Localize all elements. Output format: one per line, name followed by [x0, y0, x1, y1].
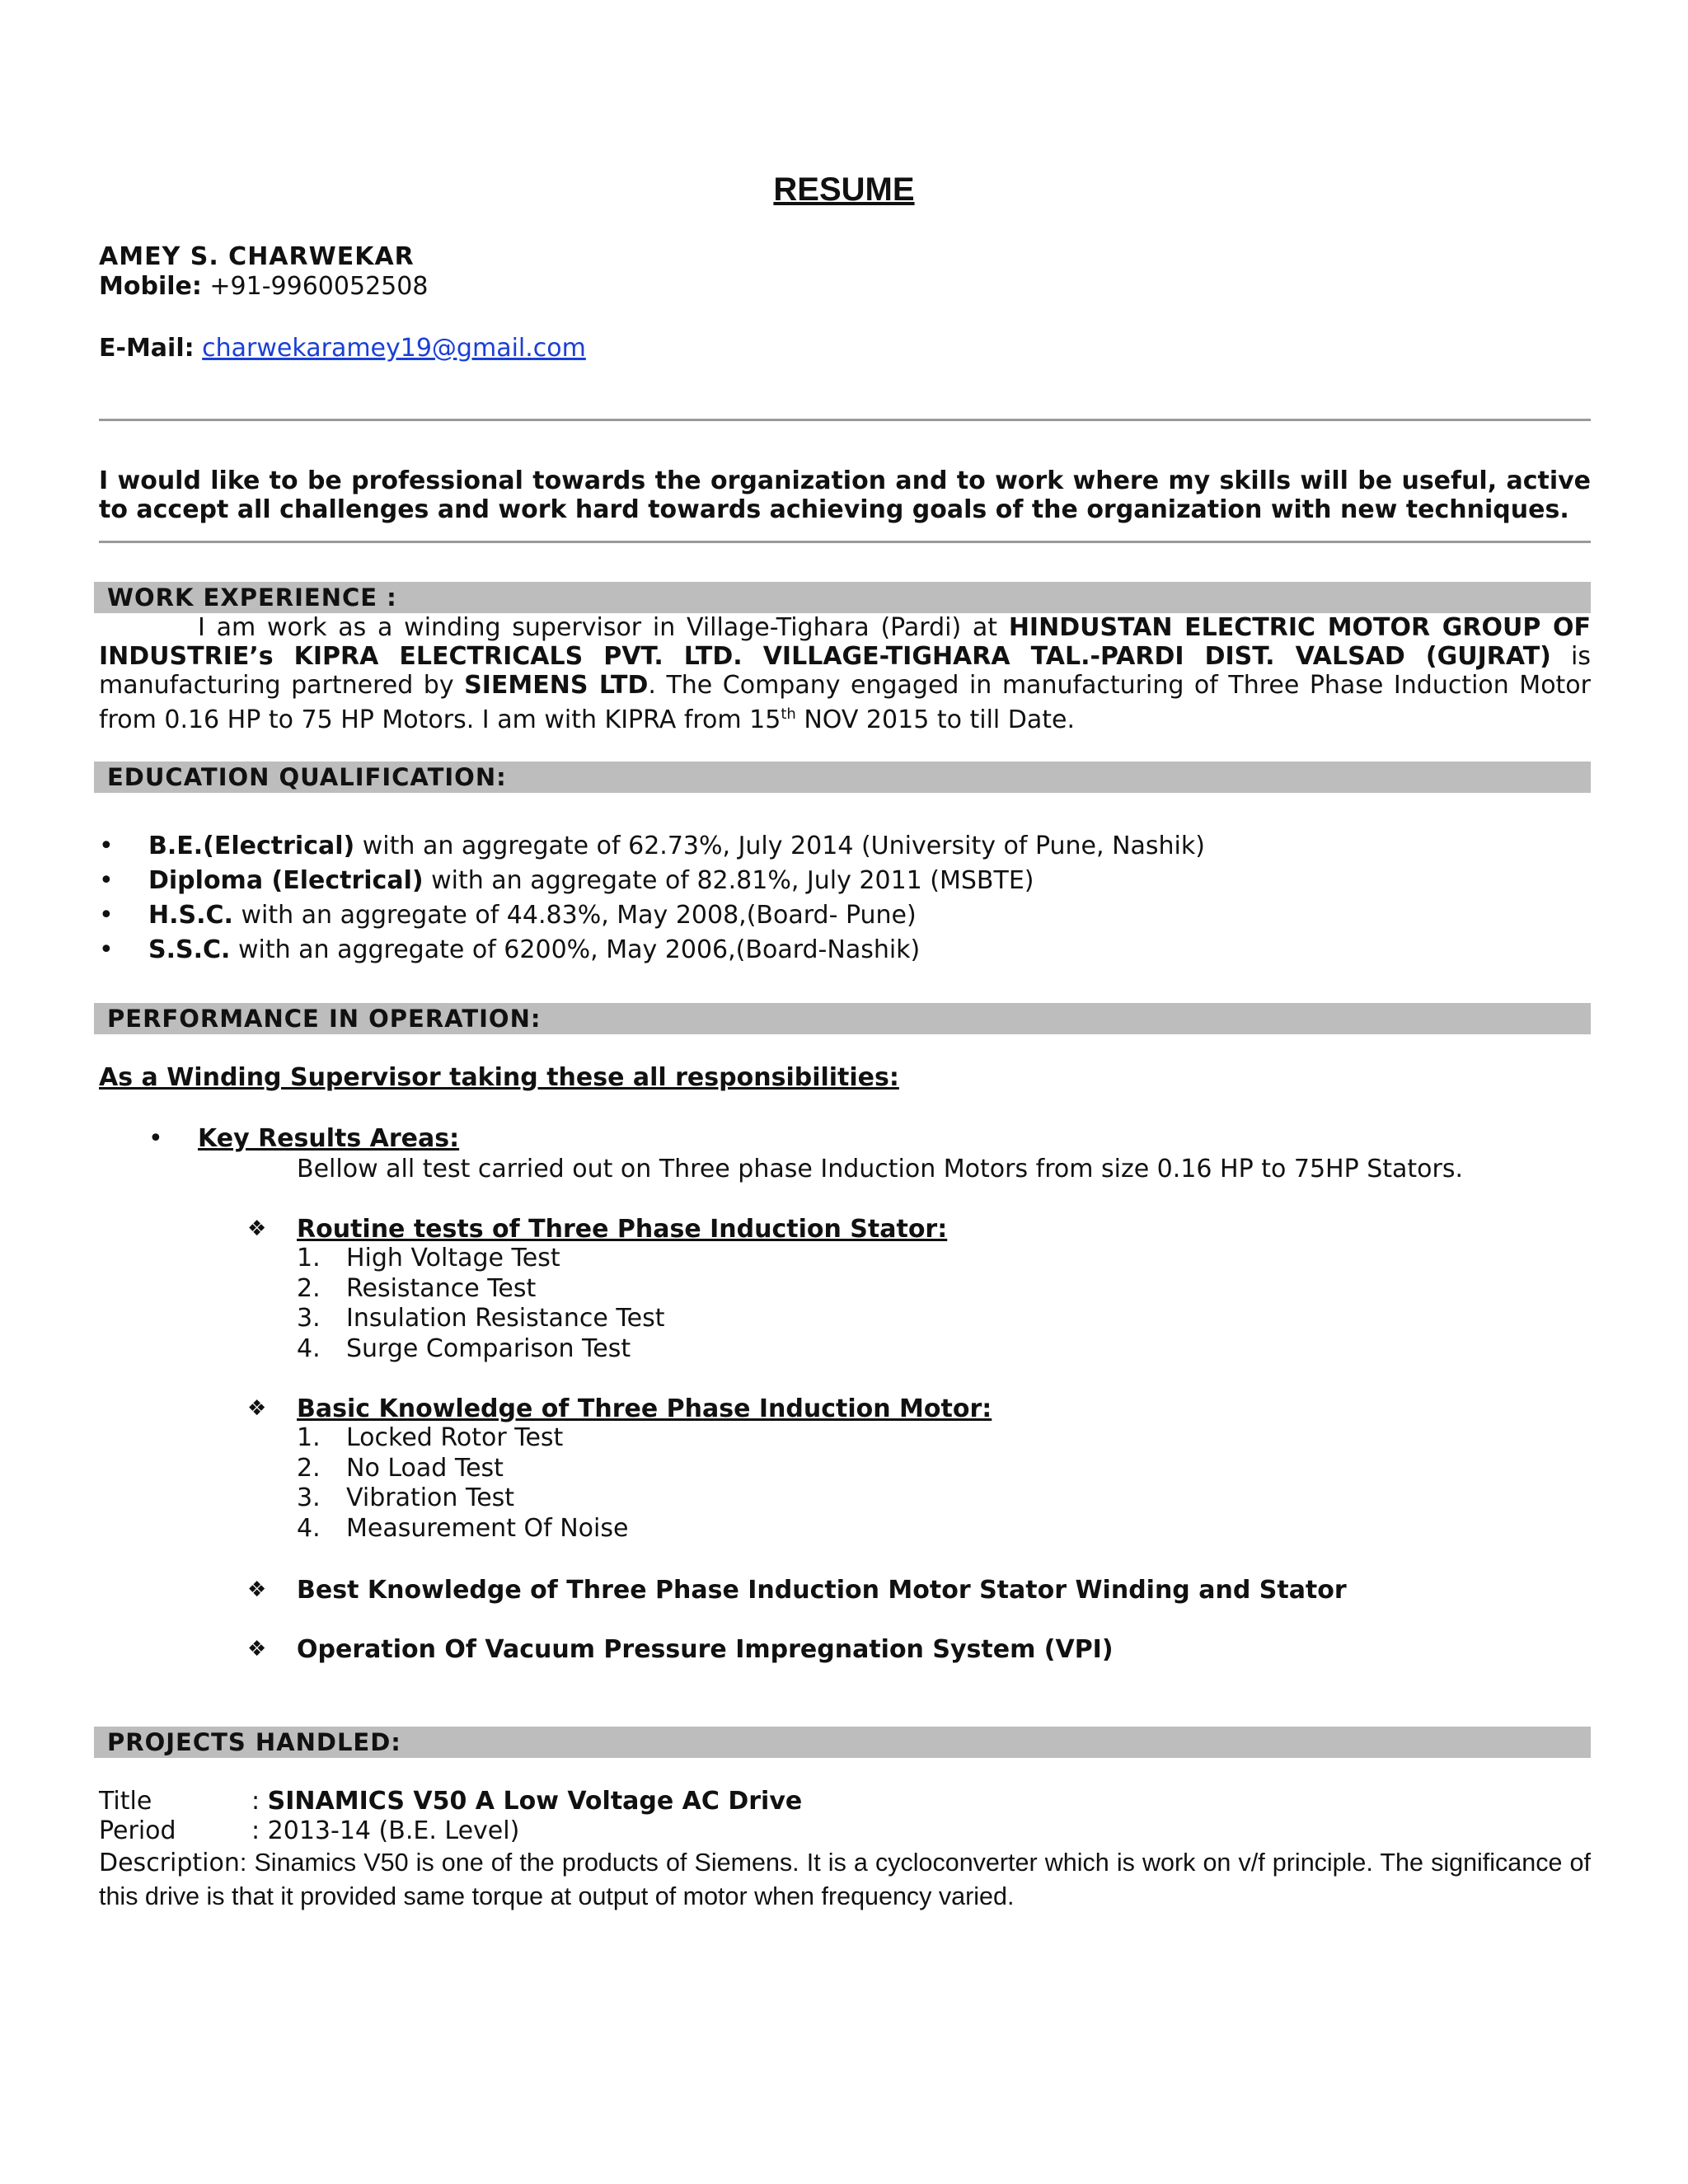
section-heading-work: WORK EXPERIENCE :	[107, 583, 397, 612]
mobile-line	[99, 272, 428, 301]
list-item: 3. Insulation Resistance Test	[297, 1304, 665, 1333]
diamond-bullet-icon: ❖	[247, 1396, 267, 1421]
section-band-projects	[94, 1727, 1591, 1758]
project-title-value: SINAMICS V50 A Low Voltage AC Drive	[267, 1787, 803, 1816]
routine-test: High Voltage Test	[346, 1244, 560, 1272]
project-period-label: Period	[99, 1816, 176, 1845]
email-link[interactable]: charwekaramey19@gmail.com	[202, 334, 586, 363]
list-item: 3. Vibration Test	[297, 1483, 515, 1512]
diamond-bullet-icon: ❖	[247, 1637, 267, 1661]
work-text-1: I am work as a winding supervisor in Village-Tighara (Pardi) at	[198, 613, 1009, 642]
degree-name: H.S.C.	[148, 901, 233, 930]
list-item: 4. Surge Comparison Test	[297, 1333, 631, 1363]
routine-tests-list	[297, 1244, 665, 1364]
bullet-icon: •	[99, 832, 114, 860]
routine-tests-title: Routine tests of Three Phase Induction Stator:	[297, 1215, 948, 1244]
work-paragraph	[99, 613, 1591, 734]
diamond-bullet-icon: ❖	[247, 1216, 267, 1241]
vpi-item: Operation Of Vacuum Pressure Impregnation System (VPI)	[297, 1635, 1114, 1664]
partner-name: SIEMENS LTD	[464, 671, 649, 700]
motor-test: Locked Rotor Test	[346, 1423, 564, 1452]
bullet-icon: •	[148, 1124, 163, 1153]
list-item: 4. Measurement Of Noise	[297, 1513, 629, 1543]
degree-detail: with an aggregate of 44.83%, May 2008,(Board- Pune)	[232, 901, 917, 930]
section-heading-education: EDUCATION QUALIFICATION:	[107, 763, 507, 791]
kra-title: Key Results Areas:	[198, 1124, 460, 1153]
motor-test: Vibration Test	[346, 1483, 515, 1512]
best-knowledge-item: Best Knowledge of Three Phase Induction Motor Stator Winding and Stator	[297, 1576, 1347, 1605]
degree-name: S.S.C.	[148, 935, 231, 964]
kra-text: Bellow all test carried out on Three phase Induction Motors from size 0.16 HP to 75HP Stators.	[297, 1155, 1464, 1183]
project-period-value: 2013-14 (B.E. Level)	[267, 1816, 520, 1845]
career-objective: I would like to be professional towards the organization and to work where my skills will be useful, active to accept all challenges and work hard towards achieving goals of the organization with new techniques.	[99, 466, 1591, 524]
work-text-2: is manufacturing partnered by	[99, 642, 1591, 700]
degree-detail: with an aggregate of 6200%, May 2006,(Board-Nashik)	[230, 935, 921, 964]
performance-subheading: As a Winding Supervisor taking these all responsibilities:	[99, 1063, 899, 1092]
section-heading-performance: PERFORMANCE IN OPERATION:	[107, 1005, 542, 1033]
degree-detail: with an aggregate of 82.81%, July 2011 (MSBTE)	[423, 866, 1034, 895]
email-label: E-Mail:	[99, 334, 195, 363]
list-item: 2. No Load Test	[297, 1453, 504, 1483]
motor-test: Measurement Of Noise	[346, 1513, 629, 1543]
project-period-row: Period : 2013-14 (B.E. Level)	[99, 1816, 520, 1845]
work-text-4: NOV 2015 to till Date.	[795, 705, 1076, 734]
list-item: 1. High Voltage Test	[297, 1244, 560, 1272]
section-band-work	[94, 582, 1591, 613]
project-description-label: Description	[99, 1849, 240, 1877]
bullet-icon: •	[99, 901, 114, 930]
email-line	[99, 334, 586, 363]
project-description: Description: Sinamics V50 is one of the products of Siemens. It is a cycloconverter which is work on v/f principle. The significance of this drive is that it provided same torque at output of motor when frequency varied.	[99, 1849, 1591, 1910]
section-band-education	[94, 762, 1591, 793]
list-item: 2. Resistance Test	[297, 1273, 537, 1303]
date-superscript: th	[781, 705, 796, 723]
degree-name: Diploma (Electrical)	[148, 866, 424, 895]
work-text-3: . The Company engaged in manufacturing of Three Phase Induction Motor from 0.16 HP to 75 HP Motors. I am with KIPRA from 15	[99, 671, 1591, 734]
routine-test: Insulation Resistance Test	[346, 1304, 665, 1333]
project-description-value: Sinamics V50 is one of the products of Siemens. It is a cycloconverter which is work on v/f principle. The significance of this drive is that it provided same torque at output of motor when frequency varied.	[99, 1849, 1591, 1910]
section-band-performance	[94, 1003, 1591, 1034]
mobile-number: +91-9960052508	[209, 272, 429, 301]
divider	[99, 419, 1591, 421]
diamond-bullet-icon: ❖	[247, 1577, 267, 1602]
project-title-row: Title : SINAMICS V50 A Low Voltage AC Drive	[99, 1787, 803, 1816]
bullet-icon: •	[99, 935, 114, 964]
candidate-name: AMEY S. CHARWEKAR	[99, 242, 415, 271]
mobile-label: Mobile:	[99, 272, 202, 301]
degree-detail: with an aggregate of 62.73%, July 2014 (University of Pune, Nashik)	[354, 832, 1205, 860]
basic-knowledge-title: Basic Knowledge of Three Phase Induction Motor:	[297, 1394, 992, 1423]
routine-test: Surge Comparison Test	[346, 1333, 631, 1363]
motor-test: No Load Test	[346, 1453, 504, 1483]
resume-title: RESUME	[773, 171, 915, 208]
list-item: 1. Locked Rotor Test	[297, 1423, 564, 1452]
divider	[99, 541, 1591, 543]
section-heading-projects: PROJECTS HANDLED:	[107, 1728, 401, 1756]
bullet-icon: •	[99, 866, 114, 895]
basic-knowledge-list	[297, 1423, 628, 1544]
routine-test: Resistance Test	[346, 1273, 537, 1303]
degree-name: B.E.(Electrical)	[148, 832, 355, 860]
company-name: HINDUSTAN ELECTRIC MOTOR GROUP OF INDUSTRIE’s KIPRA ELECTRICALS PVT. LTD. VILLAGE-TIGHARA TAL.-PARDI DIST. VALSAD (GUJRAT)	[99, 613, 1591, 671]
project-title-label: Title	[99, 1787, 152, 1816]
